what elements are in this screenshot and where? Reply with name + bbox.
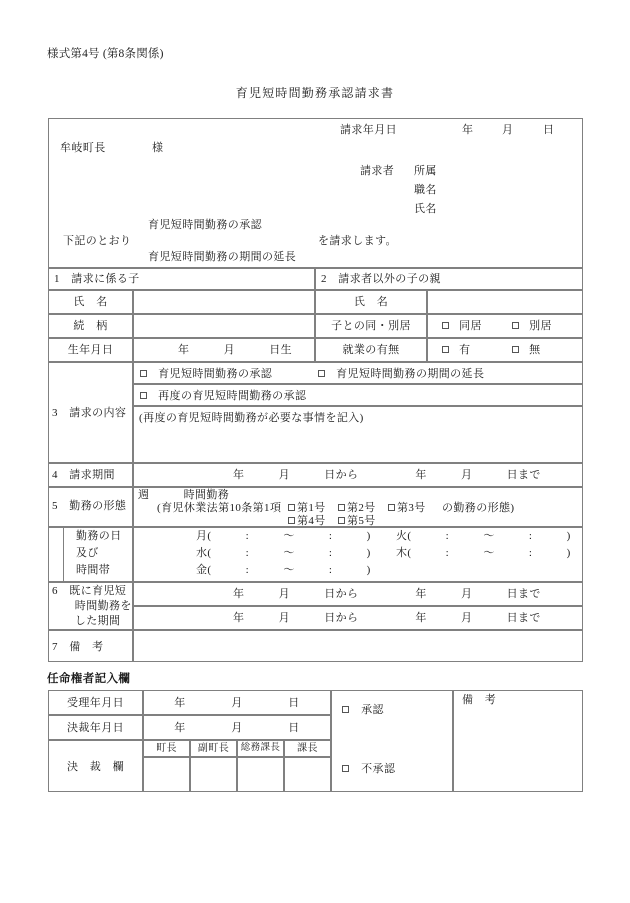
checkbox-type-5-label: 第5号: [347, 515, 376, 527]
statement-suffix: を請求します。: [318, 235, 397, 247]
checkbox-type-1-label: 第1号: [297, 502, 326, 514]
section1-row1-label: 氏 名: [73, 296, 108, 308]
checkbox-icon[interactable]: [342, 765, 349, 772]
checkbox-not-approved[interactable]: [342, 763, 395, 777]
requester-field-affiliation[interactable]: 所属: [414, 165, 437, 177]
checkbox-icon[interactable]: [512, 346, 519, 353]
checkbox-icon[interactable]: [140, 392, 147, 399]
request-date-year[interactable]: 年: [462, 124, 474, 136]
section5-sub-label-line3: 時間帯: [76, 564, 111, 576]
section6-row1-value[interactable]: 年 月 日から 年 月 日まで: [233, 588, 541, 600]
checkbox-icon[interactable]: [342, 706, 349, 713]
section5-heading: 5 勤務の形態: [52, 500, 127, 512]
section1-row3-label: 生年月日: [67, 344, 114, 356]
section2-row3-label: 就業の有無: [342, 344, 400, 356]
section7-value-cell[interactable]: [133, 630, 583, 662]
request-date-day[interactable]: 日: [543, 124, 555, 136]
checkbox-icon[interactable]: [288, 517, 295, 524]
section1-heading: 1 請求に係る子: [54, 273, 140, 285]
section7-heading: 7 備 考: [52, 641, 104, 653]
requester-field-position[interactable]: 職名: [414, 184, 437, 196]
section6-heading-line1: 6 既に育児短: [52, 585, 127, 597]
birthdate-value[interactable]: 年 月 日生: [178, 344, 292, 356]
checkbox-icon[interactable]: [288, 504, 295, 511]
schedule-fri[interactable]: 金( : ～ : ): [196, 564, 371, 576]
section1-row1-value-cell[interactable]: [133, 290, 315, 314]
checkbox-extension-request[interactable]: [318, 368, 484, 382]
checkbox-approval-request-label: 育児短時間勤務の承認: [158, 368, 273, 380]
section6-heading-line2: 時間勤務を: [52, 600, 132, 612]
addressee-honorific: 様: [152, 142, 164, 154]
checkbox-icon[interactable]: [140, 370, 147, 377]
section3-heading: 3 請求の内容: [52, 407, 127, 419]
decision-date-value[interactable]: 年 月 日: [174, 722, 300, 734]
section2-row1-value-cell[interactable]: [427, 290, 583, 314]
decision-col-header-deputy-mayor: 副町長: [197, 743, 230, 754]
checkbox-employed-yes-label: 有: [459, 344, 471, 356]
checkbox-cohabit[interactable]: [442, 320, 482, 334]
schedule-mon[interactable]: 月( : ～ : ): [196, 530, 371, 542]
section2-row2-label: 子との同・別居: [331, 320, 411, 332]
decision-stamp-deputy-mayor-cell[interactable]: [190, 757, 237, 792]
checkbox-type-1[interactable]: [288, 502, 326, 516]
section5-sub-label-line2: 及び: [76, 547, 99, 559]
decision-stamp-general-affairs-chief-cell[interactable]: [237, 757, 284, 792]
section5-line2-prefix: (育児休業法第10条第1項: [157, 502, 282, 514]
section5-line2-suffix: の勤務の形態): [442, 502, 515, 514]
decision-col-header-general-affairs-chief: 総務課長: [240, 743, 281, 753]
checkbox-type-3[interactable]: [388, 502, 426, 516]
section2-row1-label: 氏 名: [353, 296, 389, 308]
appointer-remarks-label: 備 考: [462, 694, 497, 706]
section5-sub-spacer-cell: [48, 527, 63, 582]
checkbox-icon[interactable]: [442, 346, 449, 353]
checkbox-not-approved-label: 不承認: [361, 763, 396, 775]
checkbox-type-4-label: 第4号: [297, 515, 326, 527]
schedule-thu[interactable]: 木( : ～ : ): [396, 547, 571, 559]
section2-heading: 2 請求者以外の子の親: [321, 273, 441, 285]
checkbox-type-3-label: 第3号: [397, 502, 426, 514]
addressee: 牟岐町長: [60, 142, 106, 154]
checkbox-reapproval-request-label: 再度の育児短時間勤務の承認: [158, 390, 307, 402]
section4-heading: 4 請求期間: [52, 469, 115, 481]
section3-note: (再度の育児短時間勤務が必要な事情を記入): [139, 412, 364, 424]
section5-line1[interactable]: 週 時間勤務: [138, 489, 230, 501]
checkbox-employed-yes[interactable]: [442, 344, 471, 358]
checkbox-icon[interactable]: [512, 322, 519, 329]
decision-column-label: 決 裁 欄: [67, 761, 124, 773]
checkbox-reapproval-request[interactable]: [140, 390, 306, 404]
section6-heading-line3: した期間: [52, 615, 121, 627]
statement-option-approval: 育児短時間勤務の承認: [148, 219, 262, 231]
schedule-tue[interactable]: 火( : ～ : ): [396, 530, 571, 542]
checkbox-icon[interactable]: [338, 517, 345, 524]
checkbox-approval-request[interactable]: [140, 368, 272, 382]
checkbox-cohabit-label: 同居: [459, 320, 482, 332]
page-title: 育児短時間勤務承認請求書: [235, 86, 395, 100]
checkbox-approved[interactable]: [342, 704, 384, 718]
section6-row2-value[interactable]: 年 月 日から 年 月 日まで: [233, 612, 541, 624]
decision-col-header-mayor: 町長: [156, 743, 177, 754]
schedule-wed[interactable]: 水( : ～ : ): [196, 547, 371, 559]
form-number: 様式第4号 (第8条関係): [47, 48, 164, 60]
requester-field-name[interactable]: 氏名: [414, 203, 437, 215]
received-date-label: 受理年月日: [67, 697, 124, 709]
decision-date-label: 決裁年月日: [67, 722, 124, 734]
section1-row2-label: 続 柄: [73, 320, 108, 332]
appointer-section-label: 任命権者記入欄: [47, 673, 131, 685]
checkbox-employed-no[interactable]: [512, 344, 541, 358]
checkbox-type-2-label: 第2号: [347, 502, 376, 514]
section4-value[interactable]: 年 月 日から 年 月 日まで: [233, 469, 541, 481]
checkbox-type-2[interactable]: [338, 502, 376, 516]
decision-stamp-mayor-cell[interactable]: [143, 757, 190, 792]
checkbox-employed-no-label: 無: [529, 344, 541, 356]
section5-sub-label-line1: 勤務の日: [76, 530, 122, 542]
request-date-label: 請求年月日: [340, 124, 397, 136]
checkbox-icon[interactable]: [318, 370, 325, 377]
statement-option-extension: 育児短時間勤務の期間の延長: [148, 251, 297, 263]
decision-stamp-section-chief-cell[interactable]: [284, 757, 331, 792]
checkbox-approved-label: 承認: [361, 704, 384, 716]
request-date-month[interactable]: 月: [502, 124, 514, 136]
checkbox-separate[interactable]: [512, 320, 552, 334]
checkbox-icon[interactable]: [388, 504, 395, 511]
statement-prefix: 下記のとおり: [63, 235, 132, 247]
requester-label: 請求者: [360, 165, 395, 177]
checkbox-extension-request-label: 育児短時間勤務の期間の延長: [336, 368, 485, 380]
decision-col-header-section-chief: 課長: [297, 743, 318, 754]
received-date-value[interactable]: 年 月 日: [174, 697, 300, 709]
section1-row2-value-cell[interactable]: [133, 314, 315, 338]
checkbox-icon[interactable]: [338, 504, 345, 511]
checkbox-separate-label: 別居: [529, 320, 552, 332]
checkbox-icon[interactable]: [442, 322, 449, 329]
